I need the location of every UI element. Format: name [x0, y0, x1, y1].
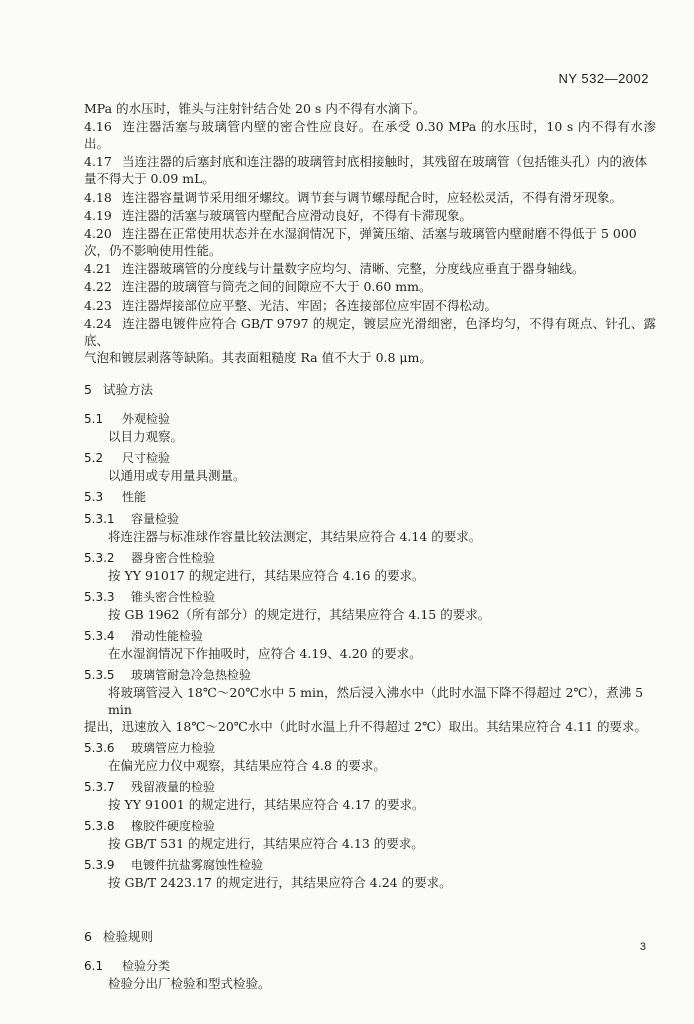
- subclause-title: 锥头密合性检验: [131, 589, 216, 604]
- clause-text: 连注器在正常使用状态并在水湿润情况下，弹簧压缩、活塞与玻璃管内壁耐磨不得低于 5 000: [122, 225, 637, 241]
- section-6-items: [84, 958, 656, 992]
- clause-text: 连注器玻璃管的分度线与计量数字应均匀、清晰、完整，分度线应垂直于器身轴线。: [122, 261, 585, 277]
- subclause-title: 性能: [122, 489, 147, 504]
- clause-4-18: [84, 189, 656, 206]
- subclause-heading: [84, 450, 656, 467]
- subclause-body: 将连注器与标准球作容量比较法测定，其结果应符合 4.14 的要求。: [108, 528, 482, 544]
- subclause-number: 5.3: [84, 489, 104, 504]
- subclause-heading: [84, 958, 656, 975]
- clause-number: 4.21: [84, 261, 112, 277]
- section-5-heading: [84, 380, 656, 398]
- subclause-title: 橡胶件硬度检验: [131, 818, 216, 833]
- page-content: [84, 100, 656, 997]
- section-5-items: [84, 411, 656, 913]
- clause-text: 连注器焊接部位应平整、光洁、牢固；各连接部位应牢固不得松动。: [122, 297, 498, 313]
- clause-text: 连注器的玻璃管与筒壳之间的间隙应不大于 0.60 mm。: [122, 279, 432, 295]
- clause-text: 连注器活塞与玻璃管内壁的密合性应良好。在承受 0.30 MPa 的水压时，10 s 内不得有水渗出。: [84, 119, 656, 152]
- section-6-heading: [84, 927, 656, 945]
- subclause-heading: [84, 896, 656, 913]
- subclause-title: 尺寸检验: [122, 450, 171, 465]
- clause-4-16: [84, 118, 656, 152]
- clause-text: MPa 的水压时，锥头与注射针结合处 20 s 内不得有水滴下。: [84, 101, 426, 116]
- clause-text-continued: 量不得大于 0.09 mL。: [84, 171, 215, 187]
- subclause-body: 按 GB 1962（所有部分）的规定进行，其结果应符合 4.15 的要求。: [108, 606, 491, 622]
- section-number: 5: [84, 381, 92, 397]
- subclause-title: 器身密合性检验: [131, 550, 216, 565]
- page-number: 3: [639, 941, 646, 953]
- subclause-title: 电镀件抗盐雾腐蚀性检验: [131, 857, 264, 872]
- clause-4-23: [84, 297, 656, 314]
- clause-text: 连注器容量调节采用细牙螺纹。调节套与调节螺母配合时，应轻松灵活，不得有滑牙现象。: [122, 189, 623, 205]
- clause-text: 连注器电镀件应符合 GB/T 9797 的规定，镀层应光滑细密，色泽均匀，不得有斑点、针孔、露底、: [84, 315, 656, 348]
- clause-number: 4.23: [84, 297, 112, 313]
- subclause-number: 5.3.1: [84, 511, 115, 526]
- subclause-body: 检验分出厂检验和型式检验。: [108, 975, 271, 991]
- clause-text-continued: 次，仍不影响使用性能。: [84, 242, 222, 258]
- subclause-heading: [84, 411, 656, 428]
- subclause-title: 外观检验: [122, 411, 171, 426]
- subclause-title: 容量检验: [131, 511, 180, 526]
- subclause-heading: [84, 818, 656, 835]
- subclause-title: 检验分类: [122, 958, 171, 973]
- subclause-heading: [84, 740, 656, 757]
- section-number: 6: [84, 928, 92, 944]
- subclause-body: 在水湿润情况下作抽吸时，应符合 4.19、4.20 的要求。: [108, 645, 422, 661]
- clause-continuation: [84, 100, 656, 117]
- clause-number: 4.24: [84, 315, 112, 331]
- subclause-number: 5.3.6: [84, 740, 115, 755]
- section-title: 试验方法: [103, 381, 154, 397]
- subclause-heading: [84, 628, 656, 645]
- subclause-number: 5.3.4: [84, 628, 115, 643]
- subclause-title: 玻璃管应力检验: [131, 740, 216, 755]
- subclause-heading: [84, 489, 656, 506]
- subclause-heading: [84, 857, 656, 874]
- subclause-body-line: 将玻璃管浸入 18℃～20℃水中 5 min，然后浸入沸水中（此时水温下降不得超过 2℃），煮沸 5 min: [108, 684, 644, 717]
- subclause-body: 按 YY 91017 的规定进行，其结果应符合 4.16 的要求。: [108, 567, 425, 583]
- clause-number: 4.20: [84, 225, 112, 241]
- clause-4-17: [84, 153, 656, 187]
- clause-text: 连注器的活塞与玻璃管内壁配合应滑动良好，不得有卡滞现象。: [122, 207, 473, 223]
- subclause-number: 5.3.7: [84, 779, 115, 794]
- standard-code-header: NY 532—2002: [558, 71, 649, 86]
- subclause-number: 5.3.9: [84, 857, 115, 872]
- subclause-body: 按 GB/T 2423.17 的规定进行，其结果应符合 4.24 的要求。: [108, 874, 452, 890]
- clause-text: 当连注器的后塞封底和连注器的玻璃管封底相接触时，其残留在玻璃管（包括锥头孔）内的液体: [122, 154, 648, 170]
- subclause-body: 以通用或专用量具测量。: [108, 467, 246, 483]
- subclause-body: 在偏光应力仪中观察，其结果应符合 4.8 的要求。: [108, 757, 386, 773]
- subclause-number: 6.1: [84, 958, 104, 973]
- clause-number: 4.17: [84, 154, 112, 170]
- clause-4-19: [84, 207, 656, 224]
- clauses-top: [84, 100, 656, 366]
- clause-text-continued: 气泡和镀层剥落等缺陷。其表面粗糙度 Ra 值不大于 0.8 μm。: [84, 349, 432, 365]
- clause-number: 4.19: [84, 207, 112, 223]
- subclause-heading: [84, 511, 656, 528]
- subclause-title: 滑动性能检验: [131, 628, 204, 643]
- subclause-heading: [84, 667, 656, 684]
- clause-4-21: [84, 260, 656, 277]
- clause-4-20: [84, 225, 656, 259]
- subclause-title: 玻璃管耐急冷急热检验: [131, 667, 252, 682]
- subclause-number: 5.3.5: [84, 667, 115, 682]
- subclause-number: 5.1: [84, 411, 104, 426]
- section-title: 检验规则: [103, 928, 154, 944]
- subclause-heading: [84, 589, 656, 606]
- subclause-number: 5.2: [84, 450, 104, 465]
- clause-4-24: [84, 315, 656, 366]
- subclause-body: 以目力观察。: [108, 428, 184, 444]
- subclause-number: 5.3.8: [84, 818, 115, 833]
- subclause-heading: [84, 779, 656, 796]
- subclause-body: [84, 684, 656, 735]
- subclause-body-continued: 提出，迅速放入 18℃～20℃水中（此时水温上升不得超过 2℃）取出。其结果应符合 4.11 的要求。: [84, 718, 647, 734]
- subclause-heading: [84, 550, 656, 567]
- subclause-number: 5.3.2: [84, 550, 115, 565]
- subclause-title: 残留液量的检验: [131, 779, 216, 794]
- clause-number: 4.16: [84, 119, 112, 135]
- subclause-body: 按 YY 91001 的规定进行，其结果应符合 4.17 的要求。: [108, 796, 425, 812]
- subclause-body: 按 GB/T 531 的规定进行，其结果应符合 4.13 的要求。: [108, 835, 424, 851]
- clause-4-22: [84, 278, 656, 295]
- clause-number: 4.18: [84, 189, 112, 205]
- subclause-number: 5.3.3: [84, 589, 115, 604]
- clause-number: 4.22: [84, 279, 112, 295]
